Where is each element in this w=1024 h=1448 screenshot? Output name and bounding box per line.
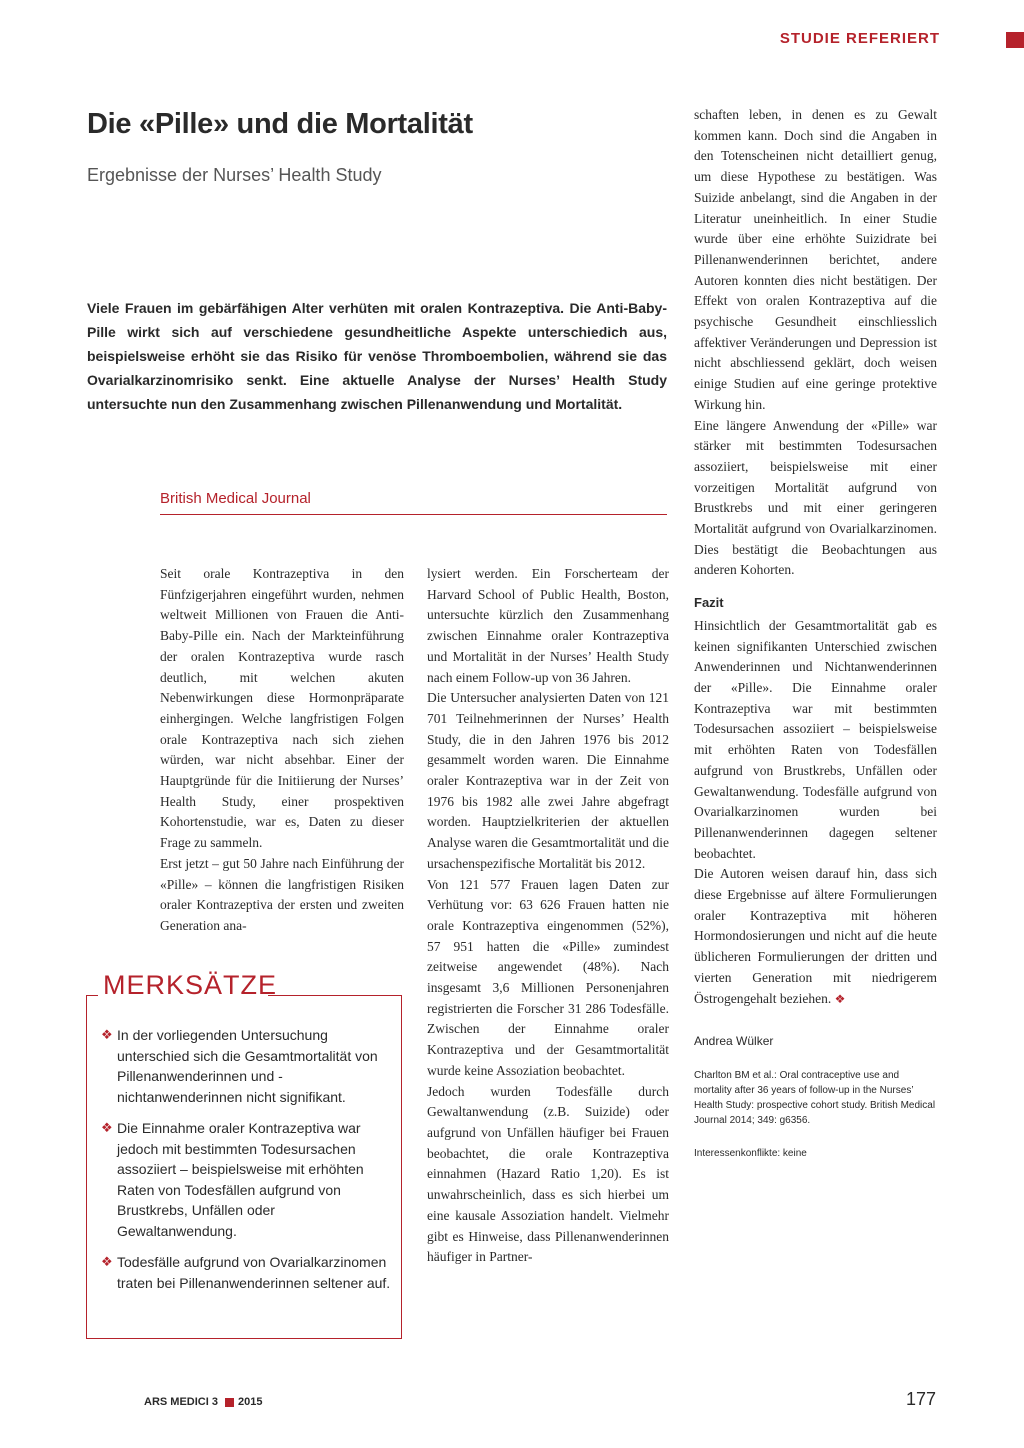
source-divider [160, 514, 667, 515]
merksatz-text: Todesfälle aufgrund von Ovarialkarzinomen traten bei Pillenanwenderinnen seltener auf. [117, 1254, 391, 1291]
merksaetze-box-top-left-rule [86, 995, 98, 996]
author-name: Andrea Wülker [694, 1034, 774, 1049]
conclusion-text: Die Autoren weisen darauf hin, dass sich diese Ergebnisse auf ältere Formulierungen oraler Kontrazeptiva mit höheren Hormondosierungen und nicht auf die heute üblicheren Formulierungen der dritten und vierten Generation mit niedrigerem Östrogengehalt beziehen. [694, 866, 937, 1006]
body-paragraph: Eine längere Anwendung der «Pille» war stärker mit bestimmten Todesursachen assoziiert, beispielsweise mit einer vorzeitigen Mortalität aufgrund von Brustkrebs und mit einer geringeren Mortalität aufgrund von Ovarialkarzinomen. Dies bestätigt die Beobachtungen aus anderen Kohorten. [694, 417, 937, 578]
footer-journal: ARS MEDICI 3 [144, 1396, 218, 1408]
diamond-bullet-icon: ❖ [101, 1120, 113, 1135]
page-number: 177 [906, 1389, 937, 1409]
body-column-3 [694, 105, 937, 1161]
body-column-1 [160, 564, 404, 937]
merksatz-item [101, 1025, 391, 1107]
body-paragraph: Jedoch wurden Todesfälle durch Gewaltanwendung (z.B. Suizide) oder aufgrund von Unfällen häufiger bei Frauen beobachtet, die orale Kontrazeptiva einnahmen (Hazard Ratio 1,20). Es ist unwahrscheinlich, dass es sich hierbei um eine kausale Assoziation handelt. Vielmehr gibt es Hinweise, dass Pillenanwenderinnen häufiger in Partner- [427, 1083, 669, 1265]
end-mark-icon: ❖ [834, 991, 846, 1006]
diamond-bullet-icon: ❖ [101, 1027, 113, 1042]
conclusion-paragraph: Hinsichtlich der Gesamtmortalität gab es keinen signifikanten Unterschied zwischen Anwenderinnen und Nichtanwenderinnen der «Pille». Die Einnahme oraler Kontrazeptiva war mit bestimmten Todesursachen assoziiert – beispielsweise mit erhöhten Raten von Todesfällen aufgrund von Brustkrebs, Unfällen oder Gewaltanwendung. Todesfälle aufgrund von Ovarialkarzinomen wurden bei Pillenanwenderinnen dagegen seltener beobachtet. [694, 617, 937, 861]
diamond-bullet-icon: ❖ [101, 1254, 113, 1269]
conclusion-heading: Fazit [694, 595, 724, 611]
body-paragraph: lysiert werden. Ein Forscherteam der Harvard School of Public Health, Boston, untersuchte kürzlich den Zusammenhang zwischen Einnahme oraler Kontrazeptiva und Mortalität in der Nurses’ Health Study nach einem Follow-up von 36 Jahren. [427, 566, 669, 685]
body-paragraph: Erst jetzt – gut 50 Jahre nach Einführung der «Pille» – können die langfristigen Risiken oraler Kontrazeptiva der ersten und zweiten Generation ana- [160, 855, 404, 933]
section-label: STUDIE REFERIERT [779, 30, 940, 47]
article-title: Die «Pille» und die Mortalität [87, 108, 473, 140]
merksaetze-list [101, 1025, 391, 1304]
footer-marker-square [225, 1398, 234, 1407]
body-paragraph: Von 121 577 Frauen lagen Daten zur Verhütung vor: 63 626 Frauen hatten nie orale Kontrazeptiva eingenommen (52%), 57 951 hatten die «Pille» zumindest zeitweise angewendet (48%). Nach insgesamt 3,6 Millionen Personenjahren registrierten die Forscher 31 286 Todesfälle. Zwischen der Einnahme oraler Kontrazeptiva und der Gesamtmortalität wurde keine Assoziation beobachtet. [427, 876, 669, 1078]
merksatz-text: In der vorliegenden Untersuchung unterschied sich die Gesamtmortalität von Pillenanwenderinnen und -nichtanwenderinnen nicht signifikant. [117, 1027, 378, 1105]
source-journal: British Medical Journal [160, 490, 311, 507]
section-marker-square [1006, 32, 1024, 48]
body-column-2 [427, 564, 669, 1268]
body-paragraph: Seit orale Kontrazeptiva in den Fünfzigerjahren eingeführt wurden, nehmen weltweit Millionen von Frauen die Anti-Baby-Pille ein. Nach der Markteinführung der oralen Kontrazeptiva wurde rasch deutlich, mit welchen akuten Nebenwirkungen diese Hormonpräparate einhergingen. Welche langfristigen Folgen orale Kontrazeptiva nach sich ziehen würden, war nicht absehbar. Einer der Hauptgründe für die Initiierung der Nurses’ Health Study, einer prospektiven Kohortenstudie, war es, Daten zu dieser Frage zu sammeln. [160, 566, 404, 851]
body-paragraph: Die Untersucher analysierten Daten von 121 701 Teilnehmerinnen der Nurses’ Health Study, die in den Jahren 1976 bis 2012 gesammelt worden waren. Die Einnahme oraler Kontrazeptiva war in der Zeit von 1976 bis 1982 alle zwei Jahre abgefragt worden. Hauptzielkriterien der aktuellen Analyse waren die Gesamtmortalität und die ursachenspezifische Mortalität bis 2012. [427, 690, 669, 871]
merksatz-item [101, 1252, 391, 1293]
article-lead: Viele Frauen im gebärfähigen Alter verhüten mit oralen Kontrazeptiva. Die Anti-Baby-Pille wirkt sich auf verschiedene gesundheitliche Aspekte unterschiedich aus, beispielsweise erhöht sie das Risiko für venöse Thromboembolien, während sie das Ovarialkarzinomrisiko senkt. Eine aktuelle Analyse der Nurses’ Health Study untersuchte nun den Zusammenhang zwischen Pillenanwendung und Mortalität. [87, 300, 667, 412]
conclusion-paragraph-last [694, 864, 937, 1009]
article-subtitle: Ergebnisse der Nurses’ Health Study [87, 165, 382, 185]
conflict-of-interest: Interessenkonflikte: keine [694, 1147, 807, 1159]
merksaetze-box-top-right-rule [268, 995, 402, 996]
body-paragraph: schaften leben, in denen es zu Gewalt kommen kann. Doch sind die Angaben in den Totenscheinen nicht detailliert genug, um diese Hypothese zu bestätigen. Was Suizide anbelangt, sind die Angaben in der Literatur uneinheitlich. In einer Studie wurde über eine erhöhte Suizidrate bei Pillenanwenderinnen berichtet, andere Autoren konnten dies nicht bestätigen. Der Effekt von oralen Kontrazeptiva auf die psychische Gesundheit einschliesslich affektiver Veränderungen und Depression ist nicht abschliessend geklärt, doch weisen einige Studien auf eine geringe protektive Wirkung hin. [694, 107, 937, 412]
merksatz-item [101, 1118, 391, 1241]
merksaetze-title: MERKSÄTZE [103, 970, 278, 1000]
footer-year: 2015 [238, 1396, 263, 1408]
merksatz-text: Die Einnahme oraler Kontrazeptiva war jedoch mit bestimmten Todesursachen assoziiert – beispielsweise mit erhöhten Raten von Todesfällen aufgrund von Brustkrebs, Unfällen oder Gewaltanwendung. [117, 1120, 364, 1239]
reference: Charlton BM et al.: Oral contraceptive use and mortality after 36 years of follow-up in the Nurses’ Health Study: prospective cohort study. British Medical Journal 2014; 349: g6356. [694, 1069, 936, 1126]
